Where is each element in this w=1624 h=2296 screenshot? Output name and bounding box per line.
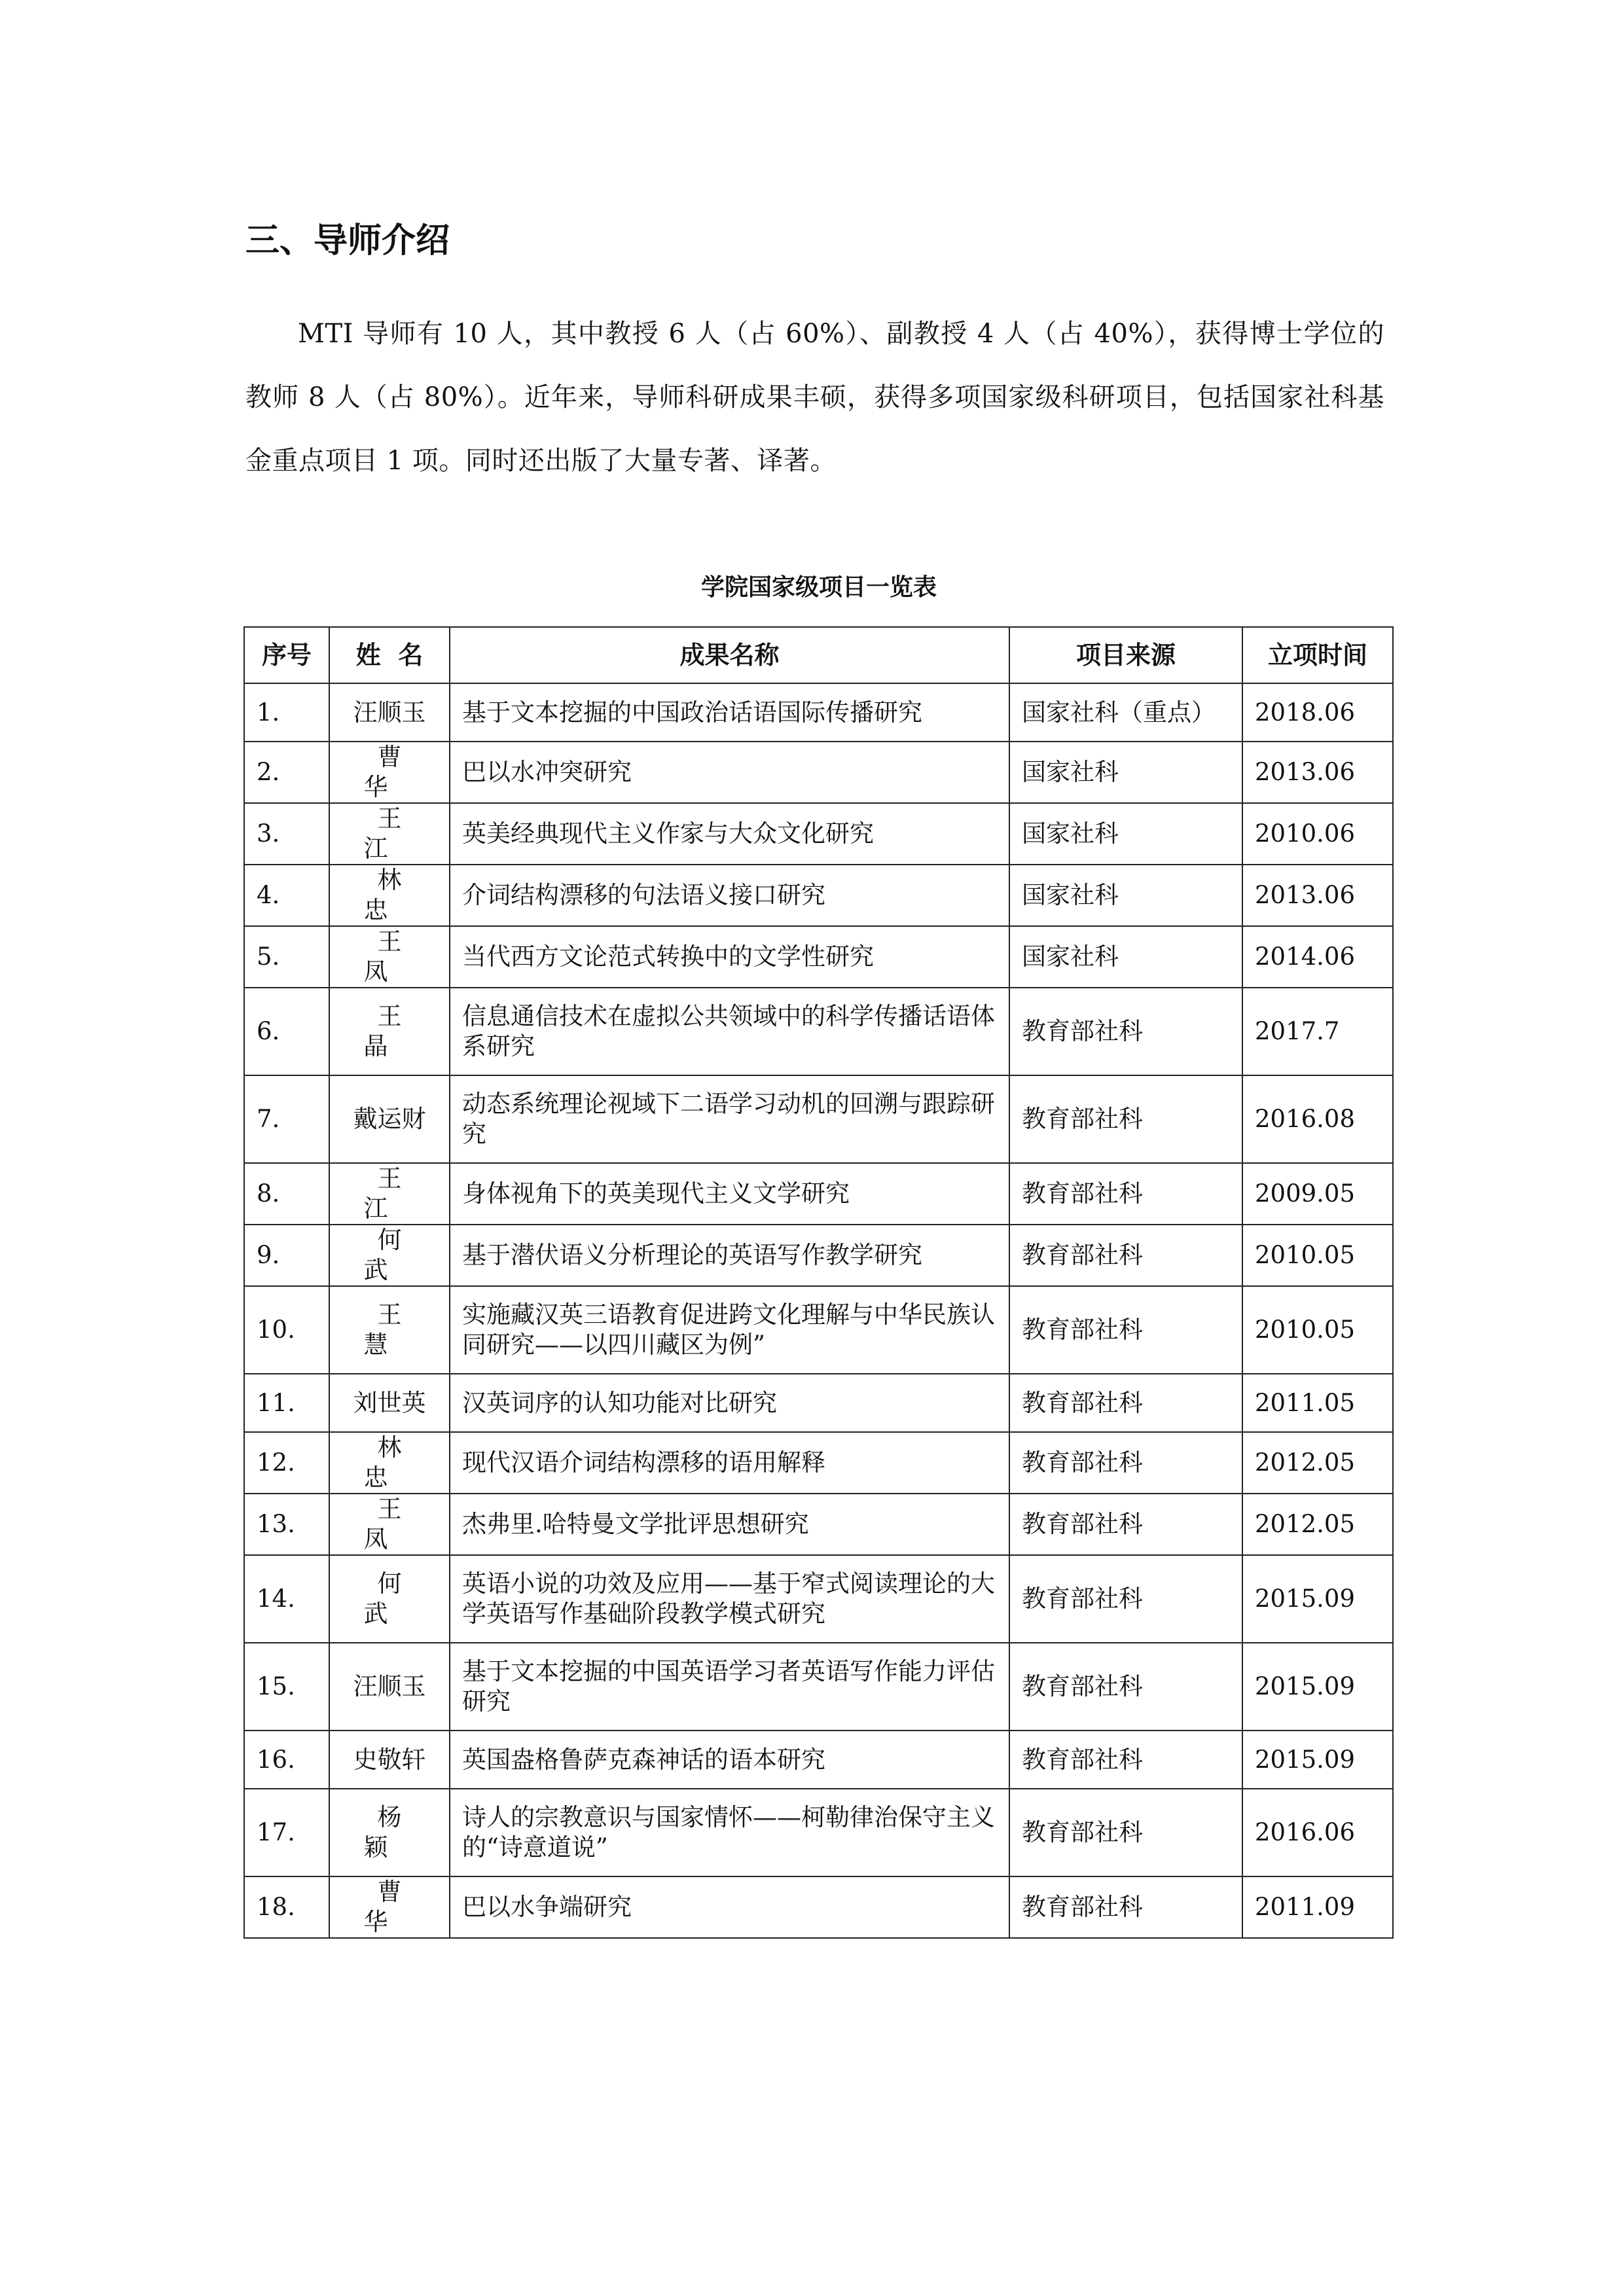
row-title: 诗人的宗教意识与国家情怀——柯勒律治保守主义的“诗意道说” <box>450 1789 1009 1876</box>
row-name: 曹华 <box>329 1876 450 1938</box>
row-source: 国家社科（重点） <box>1009 683 1242 742</box>
row-number: 10. <box>244 1286 329 1374</box>
row-source: 教育部社科 <box>1009 1163 1242 1225</box>
table-row <box>244 1432 1393 1494</box>
row-name: 林忠 <box>329 1432 450 1494</box>
row-number: 3. <box>244 803 329 865</box>
row-title: 动态系统理论视域下二语学习动机的回溯与跟踪研究 <box>450 1075 1009 1163</box>
row-date: 2011.09 <box>1242 1876 1393 1938</box>
row-title: 实施藏汉英三语教育促进跨文化理解与中华民族认同研究——以四川藏区为例” <box>450 1286 1009 1374</box>
row-title: 汉英词序的认知功能对比研究 <box>450 1374 1009 1432</box>
row-date: 2009.05 <box>1242 1163 1393 1225</box>
row-name: 王慧 <box>329 1286 450 1374</box>
row-date: 2016.06 <box>1242 1789 1393 1876</box>
row-name: 刘世英 <box>329 1374 450 1432</box>
header-source: 项目来源 <box>1009 627 1242 683</box>
row-number: 6. <box>244 988 329 1075</box>
row-date: 2018.06 <box>1242 683 1393 742</box>
row-date: 2012.05 <box>1242 1432 1393 1494</box>
row-source: 教育部社科 <box>1009 1731 1242 1789</box>
row-number: 1. <box>244 683 329 742</box>
row-number: 2. <box>244 742 329 803</box>
row-name: 杨颖 <box>329 1789 450 1876</box>
row-number: 18. <box>244 1876 329 1938</box>
table-row <box>244 1555 1393 1643</box>
row-date: 2012.05 <box>1242 1494 1393 1555</box>
row-number: 5. <box>244 926 329 988</box>
row-number: 12. <box>244 1432 329 1494</box>
row-number: 7. <box>244 1075 329 1163</box>
row-date: 2017.7 <box>1242 988 1393 1075</box>
row-title: 基于潜伏语义分析理论的英语写作教学研究 <box>450 1225 1009 1286</box>
row-number: 16. <box>244 1731 329 1789</box>
row-number: 13. <box>244 1494 329 1555</box>
table-row <box>244 926 1393 988</box>
row-title: 基于文本挖掘的中国政治话语国际传播研究 <box>450 683 1009 742</box>
row-title: 介词结构漂移的句法语义接口研究 <box>450 865 1009 926</box>
row-name: 汪顺玉 <box>329 683 450 742</box>
table-row <box>244 1163 1393 1225</box>
row-date: 2010.06 <box>1242 803 1393 865</box>
row-name: 何武 <box>329 1225 450 1286</box>
row-title: 身体视角下的英美现代主义文学研究 <box>450 1163 1009 1225</box>
row-number: 11. <box>244 1374 329 1432</box>
row-source: 教育部社科 <box>1009 1876 1242 1938</box>
row-number: 9. <box>244 1225 329 1286</box>
row-name: 王江 <box>329 1163 450 1225</box>
row-date: 2013.06 <box>1242 865 1393 926</box>
row-name: 王凤 <box>329 1494 450 1555</box>
row-date: 2015.09 <box>1242 1555 1393 1643</box>
row-source: 国家社科 <box>1009 926 1242 988</box>
table-row <box>244 1075 1393 1163</box>
row-title: 英国盎格鲁萨克森神话的语本研究 <box>450 1731 1009 1789</box>
row-date: 2015.09 <box>1242 1731 1393 1789</box>
row-source: 教育部社科 <box>1009 1225 1242 1286</box>
table-row <box>244 1731 1393 1789</box>
row-number: 15. <box>244 1643 329 1731</box>
row-name: 林忠 <box>329 865 450 926</box>
header-date: 立项时间 <box>1242 627 1393 683</box>
row-source: 教育部社科 <box>1009 1286 1242 1374</box>
row-name: 王凤 <box>329 926 450 988</box>
header-name: 姓 名 <box>329 627 450 683</box>
header-no: 序号 <box>244 627 329 683</box>
intro-paragraph: MTI 导师有 10 人，其中教授 6 人（占 60%）、副教授 4 人（占 40%），获得博士学位的教师 8 人（占 80%）。近年来，导师科研成果丰硕，获得多项国家级科研项目，包括国家社科基金重点项目 1 项。同时还出版了大量专著、译著。 <box>245 319 1384 476</box>
row-name: 何武 <box>329 1555 450 1643</box>
row-date: 2010.05 <box>1242 1286 1393 1374</box>
row-title: 巴以水冲突研究 <box>450 742 1009 803</box>
row-source: 国家社科 <box>1009 865 1242 926</box>
table-row <box>244 742 1393 803</box>
row-source: 教育部社科 <box>1009 988 1242 1075</box>
row-name: 戴运财 <box>329 1075 450 1163</box>
table-row <box>244 1643 1393 1731</box>
table-row <box>244 683 1393 742</box>
table-row <box>244 1876 1393 1938</box>
row-date: 2011.05 <box>1242 1374 1393 1432</box>
table-caption: 学院国家级项目一览表 <box>700 574 937 601</box>
row-name: 汪顺玉 <box>329 1643 450 1731</box>
section-heading: 三、导师介绍 <box>245 221 450 260</box>
row-number: 4. <box>244 865 329 926</box>
table-body <box>244 683 1393 1938</box>
row-source: 教育部社科 <box>1009 1432 1242 1494</box>
row-source: 教育部社科 <box>1009 1643 1242 1731</box>
row-source: 国家社科 <box>1009 803 1242 865</box>
header-title: 成果名称 <box>450 627 1009 683</box>
row-source: 教育部社科 <box>1009 1555 1242 1643</box>
row-source: 教育部社科 <box>1009 1494 1242 1555</box>
table-row <box>244 1286 1393 1374</box>
table-row <box>244 1374 1393 1432</box>
row-name: 曹华 <box>329 742 450 803</box>
row-number: 8. <box>244 1163 329 1225</box>
row-source: 教育部社科 <box>1009 1789 1242 1876</box>
row-name: 史敬轩 <box>329 1731 450 1789</box>
row-title: 英语小说的功效及应用——基于窄式阅读理论的大学英语写作基础阶段教学模式研究 <box>450 1555 1009 1643</box>
row-number: 14. <box>244 1555 329 1643</box>
row-title: 杰弗里.哈特曼文学批评思想研究 <box>450 1494 1009 1555</box>
row-name: 王江 <box>329 803 450 865</box>
row-source: 教育部社科 <box>1009 1075 1242 1163</box>
row-title: 信息通信技术在虚拟公共领域中的科学传播话语体系研究 <box>450 988 1009 1075</box>
table-header-row <box>244 627 1393 683</box>
row-title: 基于文本挖掘的中国英语学习者英语写作能力评估研究 <box>450 1643 1009 1731</box>
projects-table <box>244 626 1394 1939</box>
table-row <box>244 803 1393 865</box>
row-date: 2014.06 <box>1242 926 1393 988</box>
row-date: 2010.05 <box>1242 1225 1393 1286</box>
row-name: 王晶 <box>329 988 450 1075</box>
row-source: 教育部社科 <box>1009 1374 1242 1432</box>
table-row <box>244 865 1393 926</box>
row-title: 当代西方文论范式转换中的文学性研究 <box>450 926 1009 988</box>
row-date: 2015.09 <box>1242 1643 1393 1731</box>
row-title: 英美经典现代主义作家与大众文化研究 <box>450 803 1009 865</box>
row-date: 2016.08 <box>1242 1075 1393 1163</box>
row-date: 2013.06 <box>1242 742 1393 803</box>
table-row <box>244 1225 1393 1286</box>
table-row <box>244 1494 1393 1555</box>
row-title: 现代汉语介词结构漂移的语用解释 <box>450 1432 1009 1494</box>
table-row <box>244 1789 1393 1876</box>
table-row <box>244 988 1393 1075</box>
row-title: 巴以水争端研究 <box>450 1876 1009 1938</box>
row-number: 17. <box>244 1789 329 1876</box>
row-source: 国家社科 <box>1009 742 1242 803</box>
